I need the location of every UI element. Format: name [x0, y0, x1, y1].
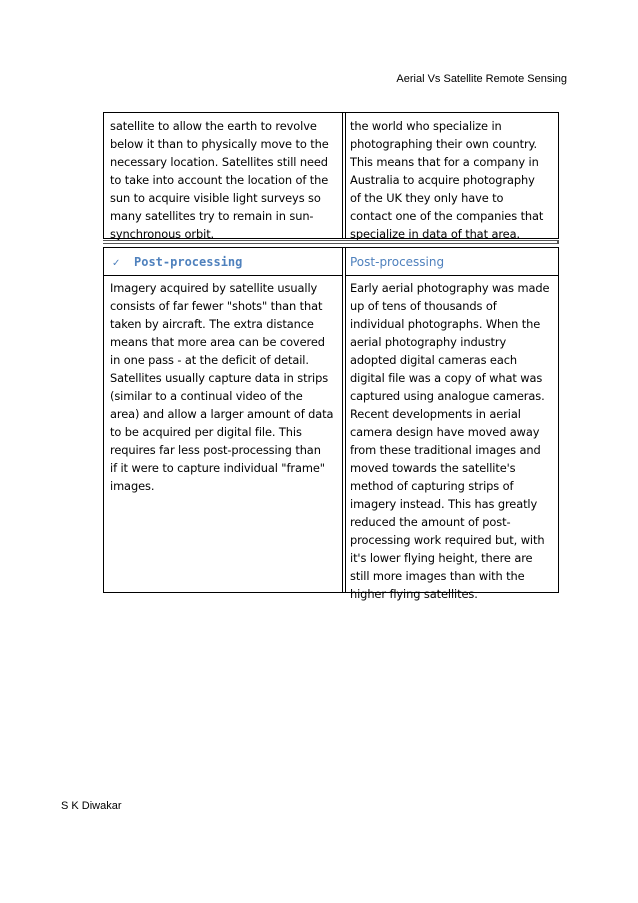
cell-satellite-post-processing	[110, 279, 340, 495]
text-line: reduced the amount of post-	[350, 515, 511, 529]
text-line: images.	[110, 479, 155, 493]
text-line: to take into account the location of the	[110, 173, 329, 187]
text-line: from these traditional images and	[350, 443, 541, 457]
text-line: up of tens of thousands of	[350, 299, 497, 313]
text-line: taken by aircraft. The extra distance	[110, 317, 314, 331]
table-separator-line	[103, 243, 559, 244]
text-line: This means that for a company in	[350, 155, 539, 169]
text-line: consists of far fewer "shots" than that	[110, 299, 323, 313]
text-line: of the UK they only have to	[350, 191, 504, 205]
text-line: photographing their own country.	[350, 137, 538, 151]
text-line: satellite to allow the earth to revolve	[110, 119, 317, 133]
column-divider	[342, 113, 346, 238]
content-table-post-processing	[103, 247, 559, 601]
text-line: Satellites usually capture data in strips	[110, 371, 329, 385]
cell-aerial-post-processing	[350, 279, 558, 603]
heading-satellite-post-processing	[112, 255, 242, 269]
text-line: the world who specialize in	[350, 119, 502, 133]
text-line: method of capturing strips of	[350, 479, 514, 493]
page-footer-author: S K Diwakar	[61, 800, 122, 812]
text-line: specialize in data of that area.	[350, 227, 520, 241]
text-line: many satellites try to remain in sun-	[110, 209, 314, 223]
text-line: to be acquired per digital file. This	[110, 425, 302, 439]
text-line: requires far less post-processing than	[110, 443, 321, 457]
column-divider	[342, 248, 346, 592]
text-line: area) and allow a larger amount of data	[110, 407, 334, 421]
text-line: synchronous orbit.	[110, 227, 215, 241]
text-line: captured using analogue cameras.	[350, 389, 545, 403]
content-table-top	[103, 112, 559, 239]
table-separator-line	[103, 240, 559, 241]
text-line: sun to acquire visible light surveys so	[110, 191, 321, 205]
text-line: camera design have moved away	[350, 425, 540, 439]
text-line: imagery instead. This has greatly	[350, 497, 538, 511]
text-line: (similar to a continual video of the	[110, 389, 303, 403]
text-line: Imagery acquired by satellite usually	[110, 281, 318, 295]
text-line: contact one of the companies that	[350, 209, 544, 223]
text-line: below it than to physically move to the	[110, 137, 329, 151]
text-line: Early aerial photography was made	[350, 281, 550, 295]
text-line: individual photographs. When the	[350, 317, 541, 331]
header-rule	[104, 275, 342, 276]
cell-satellite-text	[110, 117, 340, 243]
cell-aerial-text	[350, 117, 558, 243]
header-rule	[346, 275, 558, 276]
text-line: necessary location. Satellites still need	[110, 155, 328, 169]
page-header-title: Aerial Vs Satellite Remote Sensing	[396, 73, 567, 85]
heading-text: Post-processing	[134, 255, 243, 269]
text-line: means that more area can be covered	[110, 335, 325, 349]
text-line: in one pass - at the deficit of detail.	[110, 353, 309, 367]
text-line: digital file was a copy of what was	[350, 371, 543, 385]
heading-aerial-post-processing: Post-processing	[350, 255, 445, 269]
text-line: it's lower flying height, there are	[350, 551, 533, 565]
text-line: Recent developments in aerial	[350, 407, 521, 421]
text-line: adopted digital cameras each	[350, 353, 517, 367]
text-line: still more images than with the	[350, 569, 525, 583]
text-line: moved towards the satellite's	[350, 461, 516, 475]
text-line: aerial photography industry	[350, 335, 507, 349]
text-line: processing work required but, with	[350, 533, 545, 547]
text-line: higher flying satellites.	[350, 587, 478, 601]
text-line: Australia to acquire photography	[350, 173, 535, 187]
text-line: if it were to capture individual "frame"	[110, 461, 325, 475]
check-icon: ✓	[112, 258, 121, 269]
table-separator-stub	[557, 240, 559, 244]
